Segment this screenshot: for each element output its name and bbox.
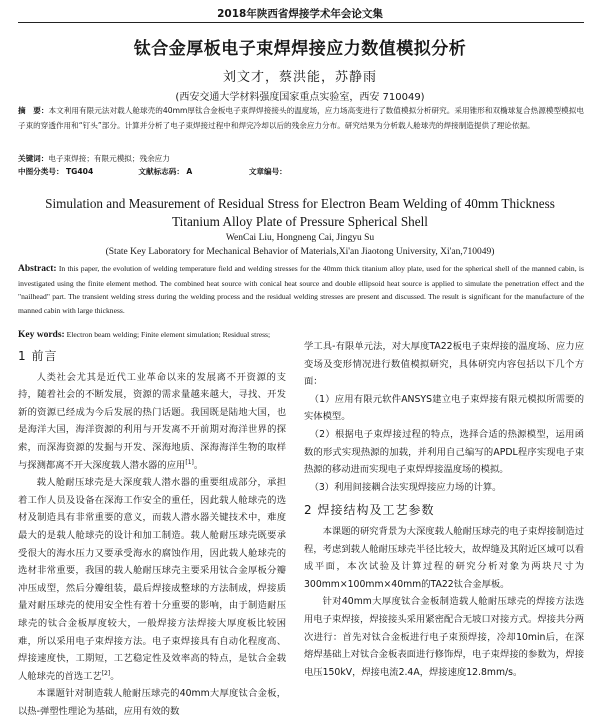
doc-code-label: 文献标志码： (138, 167, 184, 176)
clc-label: 中图分类号： (18, 167, 64, 176)
list-item: （3）利用间接耦合法实现焊接应力场的计算。 (309, 481, 502, 493)
list-item: （2）根据电子束焊接过程的特点，选择合适的热源模型，运用函数的形式实现热源的加载，并利用自己编写的APDL程序实现电子束热源的移动进而实现电子束焊焊接温度场的模拟。 (304, 428, 584, 476)
paragraph (18, 369, 286, 475)
paragraph-text: 载人舱耐压球壳是大深度载人潜水器的重要组成部分，承担着工作人员及设备在深海工作安全的重任，因此载人舱球壳的选材及制造具有非常重要的意义，而载人潜水器关键技术中，难度最大的是载人舱球壳的设计和加工制造。载人舱耐压球壳既要承受很大的海水压力又要承受海水的腐蚀作用，因此载人舱球壳的选材非常重要，我国的载人舱耐压球壳主要采用钛合金厚板分瓣冲压成型，然后分瓣组装，最后焊接成整球的方法制成，焊接质量对耐压球壳的使用安全性有着十分重要的影响，由于制造耐压球壳的钛合金板厚度较大，一般焊接方法焊接大厚度板比较困难，所以采用电子束焊接方法。电子束焊接具有自动化程度高、焊接速度快，工期短，工艺稳定性及效率高的特点，是钛合金载人舱球壳的首选工艺 (18, 477, 286, 682)
keywords-cn-label: 关键词： (18, 154, 49, 163)
list-item: （1）应用有限元软件ANSYS建立电子束焊接有限元模拟所需要的实体模型。 (304, 393, 584, 423)
title-en: Simulation and Measurement of Residual Stress for Electron Beam Welding of 40mm Thickness Titanium Alloy Plate of Pressure Spherical Shell (45, 196, 555, 229)
abstract-cn-text: 本文利用有限元法对载人舱球壳的40mm厚钛合金板电子束焊焊接接头的温度场，应力场高变进行了数值模拟分析研究。采用锥形和双椭球复合热源模型模拟电子束的穿透作用和“钉头”部分。计算并分析了电子束焊接过程中和焊完冷却以后的残余应力分布。研究结果为分析载人舱球壳的焊接制造提供了理论依据。 (18, 106, 585, 130)
paragraph: 学工具-有限单元法，对大厚度TA22板电子束焊接的温度场、应力应变场及变形情况进行数值模拟研究，具体研究内容包括以下几个方面： (304, 341, 584, 388)
abstract-en-label: Abstract: (18, 264, 57, 274)
paragraph: 针对40mm大厚度钛合金板制造载人舱耐压球壳的焊接方法选用电子束焊接，焊接接头采用紧密配合无坡口对接方式。焊接共分两次进行：首先对钛合金板进行电子束预焊接，冷却10min后，在深熔焊基础上对钛合金板表面进行修饰焊，电子束焊接的参数为，焊接电压150kV，焊接电流2.4A，焊接速度12.8mm/s。 (304, 596, 584, 678)
abstract-cn (18, 103, 584, 133)
paragraph-end: 。 (110, 670, 120, 682)
keywords-cn-text: 电子束焊接；有限元模拟；残余应力 (48, 154, 170, 163)
paragraph: 本课题的研究背景为大深度载人舱耐压球壳的电子束焊接制造过程，考虑到载人舱耐压球壳半径比较大，故焊缝及其附近区域可以看成平面，本次试验及计算过程的研究分析对象为两块尺寸为300mm×100mm×40mm的TA22钛合金厚板。 (304, 525, 584, 590)
paragraph (18, 474, 286, 685)
title-cn: 钛合金厚板电子束焊焊接应力数值模拟分析 (133, 39, 467, 59)
right-column (304, 338, 584, 681)
authors-cn: 刘文才，蔡洪能，苏静雨 (222, 70, 377, 85)
authors-en: WenCai Liu, Hongneng Cai, Jingyu Su (225, 233, 375, 243)
abstract-en (18, 262, 584, 317)
section-2-heading: 2 焊接结构及工艺参数 (304, 503, 435, 518)
running-header: 2018年陕西省焊接学术年会论文集 (217, 8, 383, 20)
abstract-en-text: In this paper, the evolution of welding temperature field and welding stresses for the 40mm thick titanium alloy plate, used for the spherical shell of the manned cabin, is investigated using the finite element method. The combined heat source with conical heat source and double ellipsoid heat source is applied to simulate the penetration effect and the "nailhead" part. The transient welding stress during the welding process and the residual welding stresses are present and discussed. The result is significant for the manufacture of the manned cabin with large thickness. (18, 264, 584, 315)
keywords-en-text: Electron beam welding; Finite element simulation; Residual stress; (66, 330, 271, 339)
citation-ref: [2] (101, 669, 111, 677)
keywords-cn (18, 153, 584, 165)
affiliation-cn: (西安交通大学材料强度国家重点实验室，西安 710049) (175, 92, 425, 103)
classification-line (18, 166, 584, 178)
paragraph-end: 。 (193, 459, 204, 471)
clc-value: TG404 (65, 167, 94, 176)
keywords-en-label: Key words: (18, 330, 65, 340)
paragraph: 本课题针对制造载人舱耐压球壳的40mm大厚度钛合金板，以热-弹塑性理论为基础，应用有效的数 (18, 688, 286, 717)
left-column (18, 344, 286, 720)
paragraph-text: 人类社会尤其是近代工业革命以来的发展离不开资源的支持，随着社会的不断发展，资源的需求量越来越大，寻找、开发新的资源已经成为今后发展的热门话题。我国既是陆地大国，也是海洋大国，海洋资源的利用与开发离不开前期对海洋世界的探索，而深海资源的发掘与开发、深海地质、深海海洋生物的取样与探测都离不开大深度载人潜水器的应用 (18, 371, 286, 471)
doc-code-value: A (186, 167, 193, 176)
abstract-cn-label: 摘 要： (18, 106, 49, 115)
affiliation-en: (State Key Laboratory for Mechanical Behavior of Materials,Xi'an Jiaotong University, Xi'an,710049) (105, 247, 495, 257)
header-rule (18, 22, 584, 23)
article-number-label: 文章编号： (248, 167, 287, 176)
citation-ref: [1] (185, 458, 194, 466)
section-1-heading: 1 前言 (18, 349, 58, 363)
